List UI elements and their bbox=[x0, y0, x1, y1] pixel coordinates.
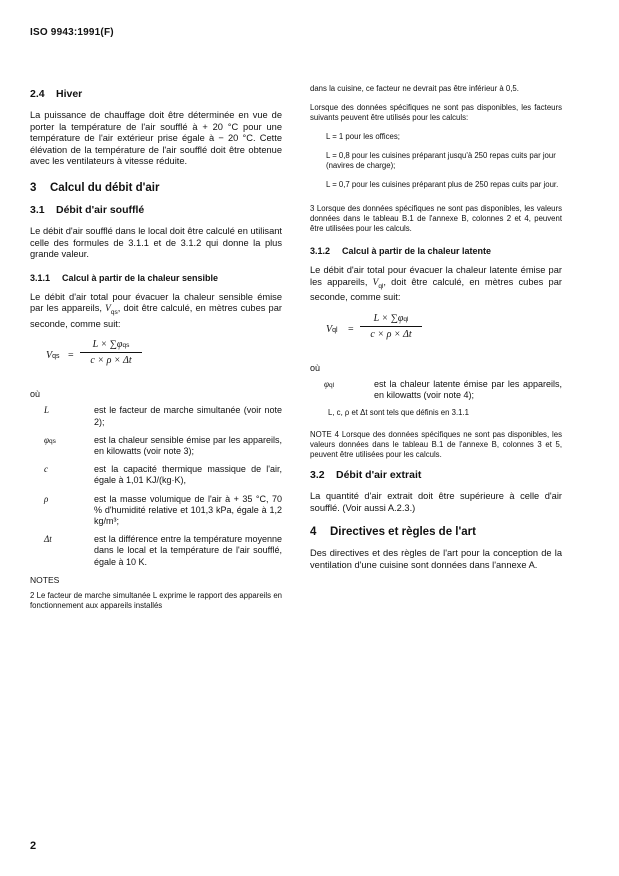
document-header: ISO 9943:1991(F) bbox=[30, 27, 114, 38]
formula-fraction bbox=[80, 339, 142, 366]
section-3-1-1-heading bbox=[30, 273, 282, 283]
formula-subscript: qs bbox=[122, 342, 130, 350]
text-part: , doit être calculé, en mètres cubes par seconde, comme suit: bbox=[310, 276, 562, 303]
section-title: Débit d'air soufflé bbox=[56, 203, 145, 216]
note-2-text: 2 Le facteur de marche simultanée L exprime le rapport des appareils en fonctionnement aux appareils installés bbox=[30, 590, 282, 610]
section-3-1-2-text bbox=[310, 265, 562, 304]
definition-symbol bbox=[310, 379, 374, 401]
section-3-1-text: Le débit d'air soufflé dans le local doit être calculé en utilisant celle des formules de 3.1.1 et de 3.1.2 qui donne la plus grande valeur. bbox=[30, 225, 282, 260]
formula-lhs bbox=[46, 350, 60, 361]
factor-item: L = 0,8 pour les cuisines préparant jusqu'à 250 repas cuits par jour (navires de charge); bbox=[326, 151, 556, 170]
section-title: Calcul du débit d'air bbox=[50, 181, 160, 194]
definition-symbol bbox=[30, 435, 94, 457]
definition-item bbox=[310, 379, 562, 401]
variable-subscript: qs bbox=[110, 309, 118, 317]
formula-latent-heat bbox=[326, 313, 562, 353]
formula-subscript: qs bbox=[52, 353, 60, 361]
definition-text: est la masse volumique de l'air à + 35 °C, 70 % d'humidité relative et 101,3 kPa, égale à 1,2 kg/m³; bbox=[94, 493, 282, 527]
section-number: 3.1.2 bbox=[310, 246, 331, 256]
section-4-text: Des directives et des règles de l'art pour la conception de la ventilation d'une cuisine sont données dans l'annexe A. bbox=[310, 548, 562, 570]
formula-numerator bbox=[360, 313, 422, 327]
section-title: Hiver bbox=[56, 88, 83, 100]
note-3-text: 3 Lorsque des données spécifiques ne sont pas disponibles, les valeurs données dans le tableau B.1 de l'annexe B, colonnes 2 et 4, peuvent être utilisées pour les calculs. bbox=[310, 204, 562, 233]
text-part: Le débit d'air total pour évacuer la chaleur sensible émise par les appareils, bbox=[30, 291, 282, 314]
section-2-4-text: La puissance de chauffage doit être déterminée en vue de porter la température de l'air soufflé à + 20 °C pour une température de l'air extérieur prise égale à − 20 °C. Cette élévation de la température de l'air soufflé doit être obtenue avec les ventilateurs à vitesse réduite. bbox=[30, 110, 282, 167]
formula-sensible-heat bbox=[46, 339, 282, 379]
definitions-list bbox=[310, 379, 562, 401]
section-number: 3 bbox=[30, 181, 37, 194]
page-number: 2 bbox=[30, 840, 37, 852]
notes-heading: NOTES bbox=[30, 574, 60, 585]
formula-denominator-text: c × ρ × Δt bbox=[370, 328, 412, 340]
section-3-1-heading bbox=[30, 204, 282, 216]
formula-equals: = bbox=[348, 323, 354, 335]
formula-symbol: V bbox=[46, 350, 53, 362]
note-2-continued: dans la cuisine, ce facteur ne devrait pas être inférieur à 0,5. bbox=[310, 84, 519, 93]
section-title: Directives et règles de l'art bbox=[330, 526, 476, 539]
variable-symbol: V bbox=[105, 304, 111, 315]
formula-numerator-text: L × ∑φ bbox=[92, 339, 123, 351]
definition-symbol-subscript: ql bbox=[328, 381, 335, 389]
section-title: Débit d'air extrait bbox=[336, 469, 422, 482]
definition-item bbox=[30, 405, 282, 427]
as-defined-text: L, c, ρ et Δt sont tels que définis en 3.1.1 bbox=[328, 408, 469, 418]
formula-symbol: V bbox=[326, 323, 333, 335]
formula-denominator bbox=[360, 327, 422, 340]
definition-symbol bbox=[30, 494, 94, 528]
formula-lhs bbox=[326, 324, 338, 335]
definition-text: est le facteur de marche simultanée (voir note 2); bbox=[94, 405, 282, 427]
factor-item: L = 1 pour les offices; bbox=[326, 132, 400, 141]
definition-item bbox=[30, 435, 282, 457]
section-number: 3.1.1 bbox=[30, 272, 51, 283]
section-number: 3.1 bbox=[30, 203, 45, 216]
formula-numerator bbox=[80, 339, 142, 353]
definition-symbol-text: φ bbox=[324, 378, 329, 389]
definition-symbol bbox=[30, 534, 94, 568]
text-part: , doit être calculé, en mètres cubes par seconde, comme suit: bbox=[30, 303, 282, 329]
section-number: 4 bbox=[310, 526, 317, 539]
right-column bbox=[310, 84, 562, 580]
formula-numerator-text: L × ∑φ bbox=[373, 312, 404, 324]
definition-text: est la chaleur sensible émise par les appareils, en kilowatts (voir note 3); bbox=[94, 434, 282, 456]
formula-denominator-text: c × ρ × Δt bbox=[90, 355, 132, 367]
section-number: 3.2 bbox=[310, 469, 325, 482]
definition-symbol-text: c bbox=[44, 464, 48, 475]
where-label: où bbox=[310, 362, 321, 373]
section-3-heading bbox=[30, 182, 282, 194]
definition-symbol-subscript: qs bbox=[48, 437, 56, 445]
definition-symbol-text: L bbox=[44, 405, 50, 416]
formula-denominator bbox=[80, 353, 142, 366]
formula-equals: = bbox=[68, 350, 74, 362]
definition-symbol-text: φ bbox=[44, 434, 49, 445]
section-number: 2.4 bbox=[30, 88, 45, 100]
definition-symbol bbox=[30, 405, 94, 427]
definition-symbol-text: ρ bbox=[44, 493, 49, 504]
note-2-paragraph-2: Lorsque des données spécifiques ne sont pas disponibles, les facteurs suivants peuvent être utilisés pour les calculs: bbox=[310, 103, 562, 122]
definition-symbol-text: Δt bbox=[44, 534, 52, 545]
left-column bbox=[30, 88, 282, 620]
section-4-heading bbox=[310, 526, 562, 538]
section-title: Calcul à partir de la chaleur latente bbox=[342, 246, 492, 256]
definitions-list bbox=[30, 405, 282, 567]
factor-item: L = 0,7 pour les cuisines préparant plus de 250 repas cuits par jour. bbox=[326, 180, 559, 189]
definition-item bbox=[30, 464, 282, 486]
definition-text: est la chaleur latente émise par les appareils, en kilowatts (voir note 4); bbox=[374, 378, 562, 400]
definition-item bbox=[30, 534, 282, 568]
definition-item bbox=[30, 494, 282, 528]
text-part: Le débit d'air total pour évacuer la chaleur latente émise par les appareils, bbox=[310, 265, 562, 287]
formula-subscript: ql bbox=[332, 326, 338, 334]
section-title: Calcul à partir de la chaleur sensible bbox=[62, 272, 219, 283]
section-3-2-text: La quantité d'air extrait doit être supérieure à celle d'air soufflé. (Voir aussi A.2.3.) bbox=[310, 491, 562, 513]
section-3-2-heading bbox=[310, 469, 562, 481]
section-3-1-1-text bbox=[30, 292, 282, 331]
definition-text: est la différence entre la température moyenne dans le local et la température de l'air soufflé, égale à 10 K. bbox=[94, 534, 282, 567]
note-4-text: NOTE 4 Lorsque des données spécifiques ne sont pas disponibles, les valeurs données dans le tableau B.1 de l'annexe B, colonnes 3 et 5, peuvent être utilisées pour les calculs. bbox=[310, 430, 562, 460]
formula-fraction bbox=[360, 313, 422, 340]
where-label: où bbox=[30, 389, 41, 400]
section-2-4-heading bbox=[30, 88, 282, 100]
definition-text: est la capacité thermique massique de l'air, égale à 1,01 KJ/(kg·K), bbox=[94, 464, 282, 486]
variable-symbol: V bbox=[372, 277, 379, 288]
definition-symbol bbox=[30, 464, 94, 486]
variable-subscript: ql bbox=[378, 282, 384, 290]
section-3-1-2-heading bbox=[310, 246, 562, 256]
formula-subscript: ql bbox=[403, 315, 409, 323]
